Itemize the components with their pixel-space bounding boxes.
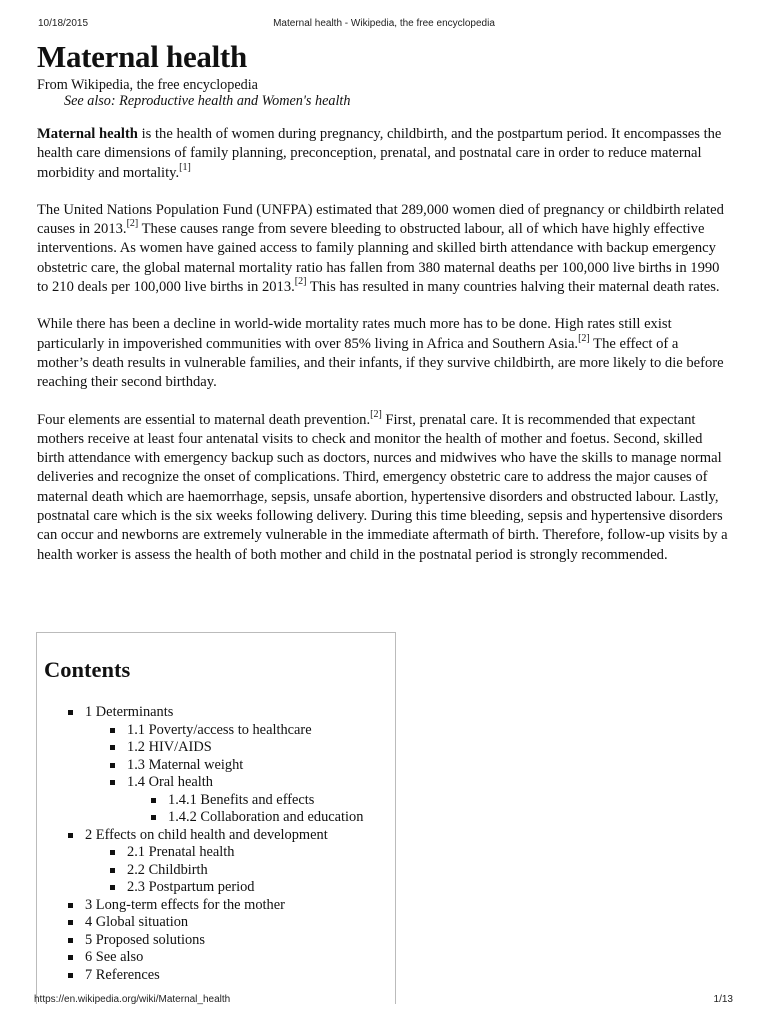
bold-term: Maternal health <box>37 126 138 142</box>
page-number: 1/13 <box>713 994 733 1005</box>
citation-link[interactable]: [1] <box>179 161 191 173</box>
toc-item <box>127 757 363 775</box>
toc-link[interactable]: 1.1 Poverty/access to healthcare <box>127 722 363 740</box>
citation-link[interactable]: [2] <box>578 332 590 344</box>
paragraph-text: While there has been a decline in world-wide mortality rates much more has to be done. High rates still exist particularly in impoverished communities with over 85% living in Africa and Southern Asia. <box>37 316 672 352</box>
print-header <box>0 14 768 30</box>
paragraph-text: is the health of women during pregnancy, childbirth, and the postpartum period. It encompasses the health care dimensions of family planning, preconception, prenatal, and postnatal care in order to reduce maternal morbidity and mortality. <box>37 126 722 181</box>
print-date: 10/18/2015 <box>38 18 89 29</box>
toc-item <box>85 897 363 915</box>
toc-list <box>85 704 363 984</box>
page-title: Maternal health <box>37 39 247 74</box>
paragraph-decline <box>37 315 731 392</box>
paragraph-text: The United Nations Population Fund (UNFPA) estimated that 289,000 women died of pregnancy or childbirth related causes in 2013. <box>37 201 724 238</box>
paragraph-unfpa <box>37 201 731 297</box>
toc-link[interactable]: 1.3 Maternal weight <box>127 757 363 775</box>
table-of-contents <box>36 632 396 1004</box>
toc-link[interactable]: 5 Proposed solutions <box>85 932 363 950</box>
toc-item <box>168 809 363 827</box>
toc-link[interactable]: 4 Global situation <box>85 914 363 932</box>
toc-link[interactable]: 7 References <box>85 967 363 985</box>
toc-link[interactable]: 1.4 Oral health <box>127 774 363 792</box>
article-content <box>37 38 731 565</box>
toc-sublist <box>127 844 363 897</box>
toc-item <box>127 862 363 880</box>
citation-link[interactable]: [2] <box>294 276 307 288</box>
toc-link[interactable]: 1 Determinants <box>85 704 363 722</box>
toc-item <box>168 792 363 810</box>
toc-sublist <box>127 722 363 827</box>
toc-item <box>127 774 363 827</box>
toc-item <box>127 844 363 862</box>
article-subtitle: From Wikipedia, the free encyclopedia <box>37 77 258 93</box>
print-url[interactable]: https://en.wikipedia.org/wiki/Maternal_health <box>34 994 231 1005</box>
toc-link[interactable]: 2.2 Childbirth <box>127 862 363 880</box>
see-also-note[interactable]: See also: Reproductive health and Women's health <box>64 93 351 109</box>
toc-item <box>85 967 363 985</box>
toc-item <box>85 704 363 827</box>
paragraph-elements <box>37 408 731 565</box>
toc-item <box>127 722 363 740</box>
citation-link[interactable]: [2] <box>370 408 382 420</box>
toc-item <box>127 739 363 757</box>
toc-link[interactable]: 6 See also <box>85 949 363 967</box>
toc-item <box>85 949 363 967</box>
paragraph-text: Four elements are essential to maternal death prevention. <box>37 411 371 428</box>
toc-title: Contents <box>44 657 131 682</box>
toc-link[interactable]: 2.3 Postpartum period <box>127 879 363 897</box>
paragraph-text: The effect of a mother’s death results in vulnerable families, and their infants, if they survive childbirth, are more likely to die before reaching their second birthday. <box>37 335 724 391</box>
toc-link[interactable]: 2 Effects on child health and development <box>85 827 363 845</box>
citation-link[interactable]: [2] <box>126 218 139 230</box>
print-footer <box>0 994 768 1010</box>
toc-item <box>127 879 363 897</box>
paragraph-intro <box>37 125 731 183</box>
toc-link[interactable]: 1.4.2 Collaboration and education <box>168 809 364 825</box>
toc-item <box>85 914 363 932</box>
toc-link[interactable]: 3 Long-term effects for the mother <box>85 897 363 915</box>
paragraph-text: This has resulted in many countries halving their maternal death rates. <box>306 279 720 296</box>
print-page-title: Maternal health - Wikipedia, the free encyclopedia <box>273 18 495 29</box>
toc-link[interactable]: 2.1 Prenatal health <box>127 844 363 862</box>
toc-link[interactable]: 1.4.1 Benefits and effects <box>168 792 363 810</box>
paragraph-text: These causes range from severe bleeding to obstructed labour, all of which have highly effective interventions. As women have gained access to family planning and skilled birth attendance with backup emergency obstetric care, the global maternal mortality ratio has fallen from 380 maternal deaths per 100,000 live births in 1990 to 210 deals per 100,000 live births in 2013. <box>37 221 720 296</box>
paragraph-text: First, prenatal care. It is recommended that expectant mothers receive at least four antenatal visits to check and monitor the health of mother and foetus. Second, skilled birth attendance with emergency backup such as doctors, nurces and midwives who have the skills to manage normal deliveries and recognize the onset of complications. Third, emergency obstetric care to address the major causes of maternal death which are haemorrhage, sepsis, unsafe abortion, hypertensive disorders and obstructed labour. Lastly, postnatal care which is the six weeks following delivery. During this time bleeding, sepsis and hypertensive disorders can occur and newborns are extremely vulnerable in the immediate aftermath of birth. Therefore, follow-up visits by a health worker is assess the health of both mother and child in the postnatal period is strongly recommended. <box>37 411 728 563</box>
toc-sublist <box>168 792 363 827</box>
toc-item <box>85 827 363 897</box>
toc-item <box>85 932 363 950</box>
toc-link[interactable]: 1.2 HIV/AIDS <box>127 739 363 757</box>
